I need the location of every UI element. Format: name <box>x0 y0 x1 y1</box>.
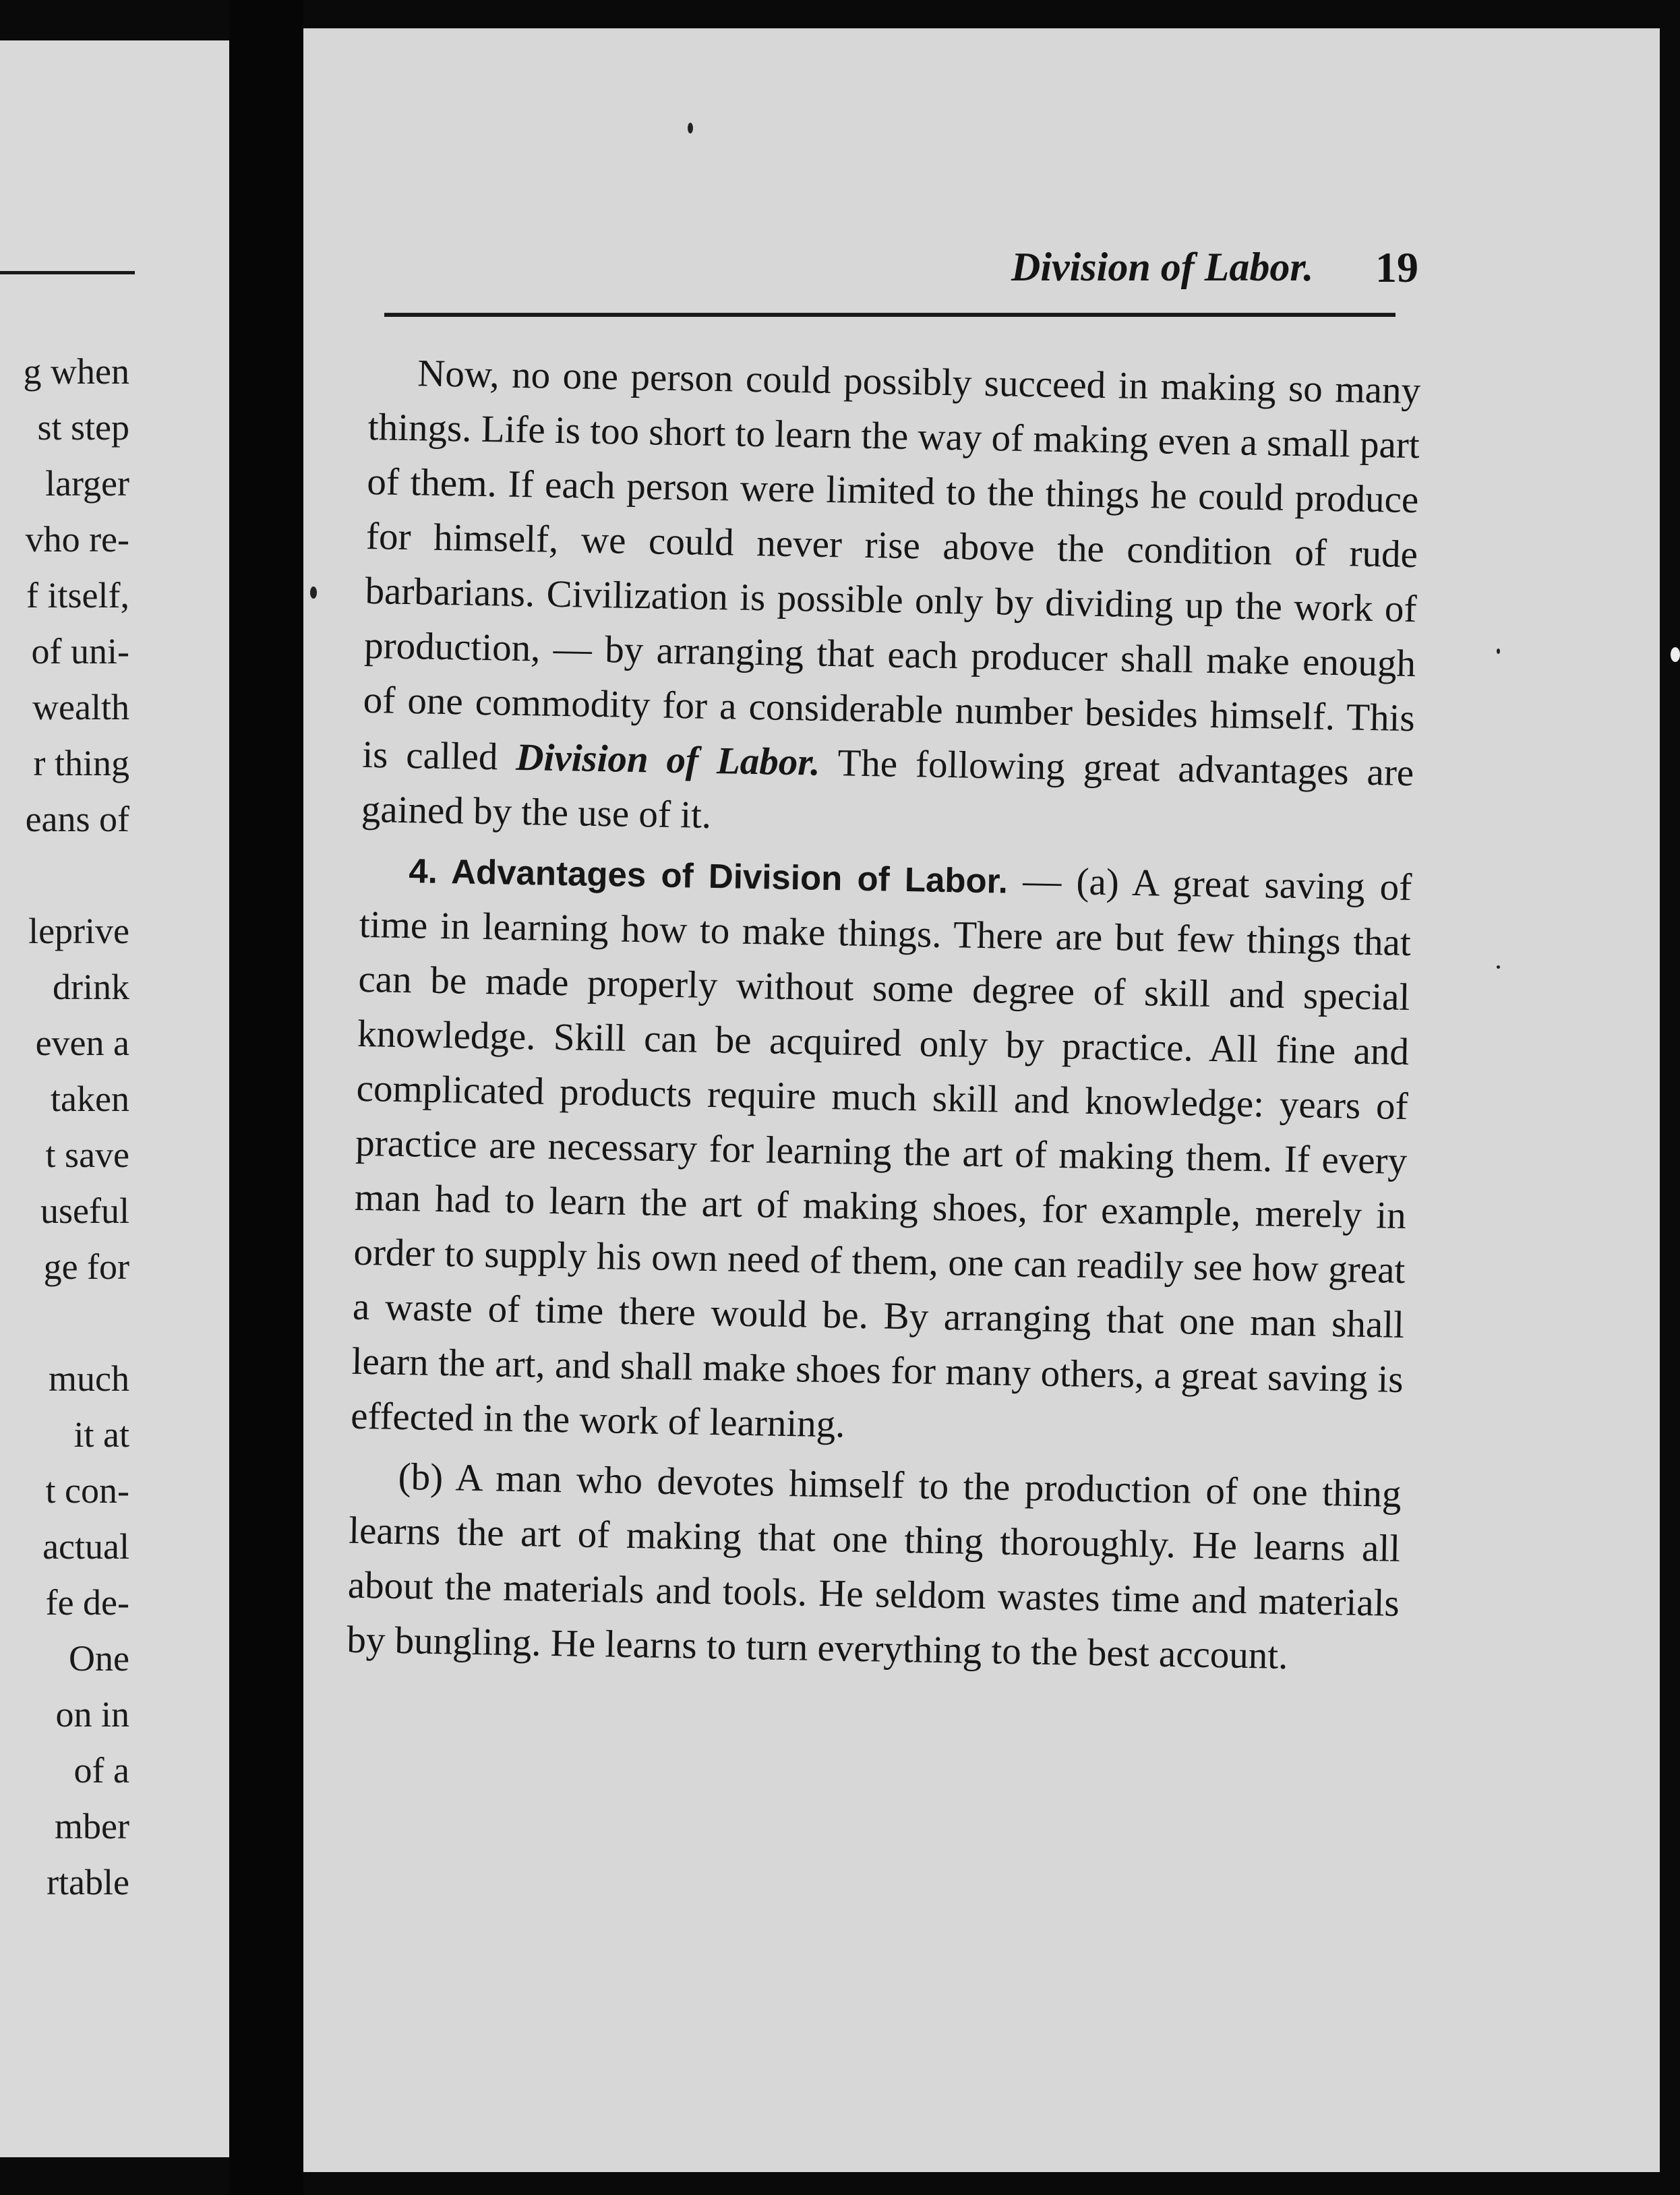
body-text <box>347 345 1421 1685</box>
left-page-line: mber <box>55 1806 129 1846</box>
section-4 <box>351 842 1412 1462</box>
left-page-line: it at <box>73 1414 129 1455</box>
left-page-line: rtable <box>47 1862 129 1902</box>
left-page-text-fragments <box>0 344 129 1911</box>
left-page-line: r thing <box>33 743 129 783</box>
page-number: 19 <box>1375 243 1418 291</box>
left-page-line: taken <box>51 1079 129 1119</box>
left-page-line: of a <box>73 1750 129 1791</box>
term-division-of-labor: Division of Labor. <box>515 735 821 784</box>
left-page-line: f itself, <box>26 575 129 615</box>
paragraph-intro <box>361 345 1420 855</box>
ink-speck <box>1497 965 1500 969</box>
left-page-line: on in <box>55 1694 129 1735</box>
left-page-line: much <box>49 1358 129 1399</box>
left-page-line: t save <box>45 1135 129 1175</box>
paragraph-b <box>347 1449 1402 1685</box>
left-page-line: vho re- <box>25 519 129 560</box>
section-4-text: A great saving of time in learning how to make things. There are but few things that can be made properly without some degree of skill and special knowledge. Skill can be acquired only by practice. All fine and complicated products require much skill and knowledge: years of practice are necessary for learning the art of making them. If every man had to learn the art of making shoes, for example, merely in order to supply his own need of them, one can readily see how great a waste of time there would be. By arranging that one man shall learn the art, and shall make shoes for many others, a great saving is effected in the work of learning. <box>350 861 1412 1446</box>
head-rule <box>384 313 1396 317</box>
paragraph-intro-text: Now, no one person could possibly succeed in making so many things. Life is too short to learn the way of making even a small part of them. If each person were limited to the things he could produce for himself, we could never rise above the condition of rude barbarians. Civilization is possible only by dividing up the work of production, — by arranging that each producer shall make enough of one commodity for a considerable number besides himself. This is called <box>361 352 1421 779</box>
left-page-line: actual <box>42 1526 129 1567</box>
page-19 <box>303 28 1660 2172</box>
section-4-marker: — (a) <box>1022 860 1120 904</box>
left-page-line: One <box>69 1638 129 1679</box>
left-page-line: ge for <box>43 1246 129 1287</box>
left-page-line: eans of <box>25 799 129 839</box>
left-page-line: st step <box>37 407 129 448</box>
book-gutter <box>229 0 303 2195</box>
ink-speck <box>688 123 693 133</box>
left-page-line <box>0 847 129 903</box>
paragraph-b-text: A man who devotes himself to the production of one thing learns the art of making that one thing thoroughly. He learns all about the materials and tools. He seldom wastes time and materials by bungling. He learns to turn everything to the best account. <box>346 1456 1402 1678</box>
ink-speck <box>1671 647 1680 662</box>
left-page-line: t con- <box>45 1470 129 1511</box>
left-page-line: g when <box>23 351 129 392</box>
left-page-line: drink <box>53 967 129 1007</box>
ink-speck <box>1497 649 1500 654</box>
left-page-line: leprive <box>28 911 129 951</box>
running-head: Division of Labor. <box>1011 245 1314 289</box>
left-page-line: even a <box>35 1023 129 1063</box>
left-page-line: fe de- <box>45 1582 129 1623</box>
left-page-head-rule <box>0 271 135 274</box>
left-page-line <box>0 1295 129 1351</box>
left-page-line: of uni- <box>31 631 129 671</box>
section-4-heading: 4. Advantages of Division of Labor. <box>408 851 1009 901</box>
left-page-line: larger <box>45 463 129 504</box>
left-page-line: wealth <box>32 687 129 727</box>
paragraph-b-marker: (b) <box>398 1455 444 1499</box>
ink-speck <box>310 587 317 599</box>
facing-page-left <box>0 40 229 2157</box>
left-page-line: useful <box>40 1191 129 1231</box>
paragraph-intro-end: The following great advantages are gained by the use of it. <box>361 742 1414 837</box>
